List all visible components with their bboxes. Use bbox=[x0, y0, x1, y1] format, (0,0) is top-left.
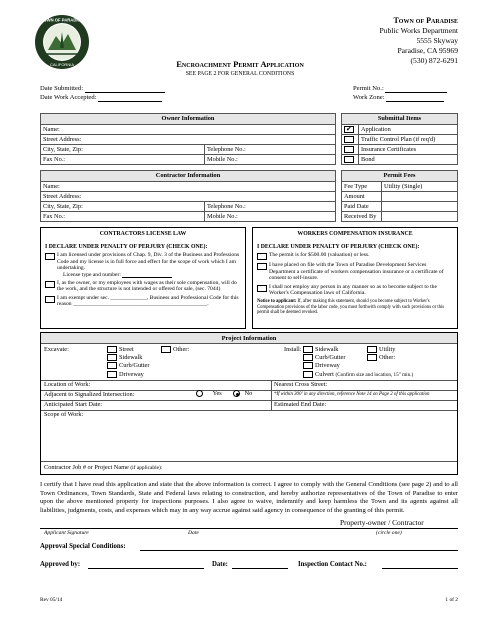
install-option-label: Driveway bbox=[315, 362, 340, 370]
job-number-note: (if applicable): bbox=[130, 465, 163, 471]
date-submitted-label: Date Submitted: bbox=[40, 85, 84, 92]
install-option-label: Culvert bbox=[315, 370, 334, 378]
permit-no-label: Permit No.: bbox=[353, 85, 384, 92]
approval-conditions-label: Approval Special Conditions: bbox=[40, 543, 126, 550]
license-opt3-checkbox[interactable] bbox=[45, 296, 55, 303]
dept-phone: (530) 872-6291 bbox=[410, 56, 458, 65]
certification-text: I certify that I have read this application and state that the above information is correct. I agree to comply with the General Conditions (see page 2) and to all Town Ordinances, Town Standards, State and Federal laws relating to construction, and hereby authorize representatives of the Town of Paradise to enter upon the above mentioned property for inspections purposes. I also agree to waive, indemnify and keep harmless the Town and its agents against all liabilities, judgments, costs, and expenses which may in any way accrue against said agency in consequence of the granting of this permit. bbox=[40, 481, 458, 514]
excavate-other-label: Other: bbox=[173, 346, 190, 353]
license-law-box bbox=[40, 227, 246, 329]
comp-notice bbox=[257, 299, 453, 315]
comp-opt2-text: I have placed on file with the Town of Paradise Development Services Department a certificate of workers compensation insurance or a certificate of consent to self-insure. bbox=[269, 262, 444, 282]
fee-type-label: Fee Type bbox=[342, 182, 382, 192]
adjacent-label: Adjacent to Signalized Intersection: bbox=[44, 391, 135, 398]
comp-notice-text: If, after making this statement, should you become subject to Worker's Compensation provisions of the labor code, you must forthwith comply with such provisions or this permit shall be deemed revoked. bbox=[257, 299, 445, 316]
install-other-checkbox[interactable] bbox=[367, 354, 377, 361]
owner-info-table bbox=[40, 113, 336, 165]
project-info-box bbox=[40, 332, 458, 475]
excavate-option-label: Sidewalk bbox=[119, 354, 143, 362]
install-option-label: Other: bbox=[379, 354, 396, 362]
form-subtitle: SEE PAGE 2 FOR GENERAL CONDITIONS bbox=[185, 71, 295, 77]
date-submitted-row bbox=[40, 85, 165, 93]
contractor-city-field[interactable]: City, State, Zip: bbox=[41, 202, 205, 212]
start-date-field[interactable]: Anticipated Start Date: bbox=[44, 401, 103, 408]
dept-city: Paradise, CA 95969 bbox=[397, 46, 458, 55]
received-by-label: Received By bbox=[342, 212, 382, 222]
install-options bbox=[303, 346, 413, 379]
comp-option-2 bbox=[257, 262, 453, 281]
excavate-curb-checkbox[interactable] bbox=[107, 362, 117, 369]
submittal-traffic-checkbox[interactable] bbox=[344, 136, 354, 143]
scope-of-work-field[interactable]: Scope of Work: bbox=[44, 411, 84, 418]
permit-fees-table bbox=[341, 170, 458, 222]
comp-opt3-checkbox[interactable] bbox=[257, 285, 267, 292]
adjacent-yes-label: Yes bbox=[212, 390, 222, 397]
org-name: Town of Paradise bbox=[393, 16, 458, 25]
owner-fax-field[interactable]: Fax No.: bbox=[41, 155, 205, 165]
submittal-items-table bbox=[341, 113, 458, 165]
license-opt2-text: I, as the owner, or my employees with wages as their sole compensation, will do the work, and the structure is not intended or offered for sale, (sec. 7044) bbox=[57, 279, 237, 293]
license-opt1-checkbox[interactable] bbox=[45, 253, 55, 260]
license-law-heading: CONTRACTORS LICENSE LAW bbox=[99, 231, 187, 237]
work-zone-field[interactable] bbox=[386, 95, 444, 102]
svg-text:TOWN OF PARADISE: TOWN OF PARADISE bbox=[40, 17, 84, 23]
received-by-field[interactable] bbox=[382, 212, 458, 222]
role-label: Property-owner / Contractor bbox=[340, 518, 424, 527]
svg-text:CALIFORNIA: CALIFORNIA bbox=[49, 62, 75, 67]
comp-opt2-checkbox[interactable] bbox=[257, 263, 267, 270]
license-declare: I DECLARE UNDER PENALTY OF PERJURY (CHECK ONE): bbox=[45, 243, 208, 250]
page-number: 1 of 2 bbox=[445, 597, 458, 603]
install-driveway-checkbox[interactable] bbox=[303, 362, 313, 369]
install-option-label: Curb/Gutter bbox=[315, 354, 346, 362]
excavate-option-label: Driveway bbox=[119, 370, 144, 378]
adjacent-no-radio[interactable] bbox=[233, 390, 240, 397]
submittal-heading: Submittal Items bbox=[342, 114, 458, 125]
approval-conditions-field[interactable] bbox=[140, 550, 458, 551]
license-opt1-text: I am licensed under provisions of Chap. 9, Div. 3 of the Business and Professions Code and my license is in full force and effect for the scope of work which I am undertaking. bbox=[57, 252, 240, 272]
contractor-fax-field[interactable]: Fax No.: bbox=[41, 212, 205, 222]
department-header bbox=[379, 16, 458, 66]
install-utility-checkbox[interactable] bbox=[367, 346, 377, 353]
contractor-telephone-field[interactable]: Telephone No.: bbox=[205, 202, 336, 212]
comp-opt3-text: I shall not employ any person in any manner so as to become subject to the Worker's Compensation laws of California. bbox=[269, 283, 437, 296]
submittal-item-label: Traffic Control Plan (if req'd) bbox=[359, 135, 458, 145]
excavate-options bbox=[107, 346, 149, 379]
comp-option-3 bbox=[257, 284, 453, 297]
comp-declare: I DECLARE UNDER PENALTY OF PERJURY (CHECK ONE): bbox=[257, 243, 420, 250]
submittal-item-label: Insurance Certificates bbox=[359, 145, 458, 155]
approved-by-label: Approved by: bbox=[40, 561, 81, 568]
excavate-option-label: Street bbox=[119, 346, 134, 353]
license-number-field[interactable] bbox=[122, 273, 172, 278]
amount-field[interactable] bbox=[382, 192, 458, 202]
install-curb-checkbox[interactable] bbox=[303, 354, 313, 361]
date-accepted-field[interactable] bbox=[98, 95, 162, 102]
excavate-street-checkbox[interactable] bbox=[107, 346, 117, 353]
comp-notice-label: Notice to applicant: bbox=[257, 299, 297, 305]
date-submitted-field[interactable] bbox=[85, 86, 165, 93]
install-label: Install: bbox=[284, 346, 302, 353]
license-option-3 bbox=[45, 295, 241, 308]
submittal-item-label: Bond bbox=[359, 155, 458, 165]
comp-opt1-checkbox[interactable] bbox=[257, 253, 267, 260]
approval-date-label: Date: bbox=[212, 561, 228, 568]
date-accepted-label: Date Work Accepted: bbox=[40, 94, 97, 101]
dept-address: 5555 Skyway bbox=[416, 36, 458, 45]
install-extra-options bbox=[367, 346, 395, 362]
excavate-label: Excavate: bbox=[44, 346, 69, 353]
approval-date-field[interactable] bbox=[232, 568, 288, 569]
owner-info-heading: Owner Information bbox=[41, 114, 336, 125]
owner-city-field[interactable]: City, State, Zip: bbox=[41, 145, 205, 155]
owner-telephone-field[interactable]: Telephone No.: bbox=[205, 145, 336, 155]
license-opt3-text: I am exempt under sec. _____________, Business and Professional Code for this reason ________________________________________________. bbox=[57, 294, 239, 308]
workers-comp-box bbox=[252, 227, 458, 329]
approved-by-field[interactable] bbox=[88, 568, 204, 569]
project-info-heading: Project Information bbox=[41, 333, 457, 344]
owner-street-field[interactable]: Street Address: bbox=[41, 135, 336, 145]
excavate-driveway-checkbox[interactable] bbox=[107, 371, 117, 378]
submittal-bond-checkbox[interactable] bbox=[344, 156, 354, 163]
permit-fees-heading: Permit Fees bbox=[342, 171, 458, 182]
submittal-application-checkbox[interactable] bbox=[344, 126, 354, 133]
install-option-label: Utility bbox=[379, 346, 396, 353]
end-date-field[interactable]: Estimated End Date: bbox=[274, 401, 327, 408]
job-number-label: Contractor Job # or Project Name bbox=[44, 464, 129, 471]
adjacent-yes-radio[interactable] bbox=[196, 390, 203, 397]
work-zone-row bbox=[353, 94, 444, 102]
work-zone-label: Work Zone: bbox=[353, 94, 385, 101]
dept-name: Public Works Department bbox=[379, 26, 458, 35]
install-culvert-checkbox[interactable] bbox=[303, 371, 313, 378]
approval-conditions-row bbox=[40, 543, 126, 551]
excavate-other-row bbox=[161, 346, 189, 353]
culvert-note: (Confirm size and location, 15" min.) bbox=[335, 371, 414, 378]
contractor-street-field[interactable]: Street Address: bbox=[41, 192, 336, 202]
paid-date-label: Paid Date bbox=[342, 202, 382, 212]
contractor-info-heading: Contractor Information bbox=[41, 171, 336, 182]
form-title: Encroachment Permit Application bbox=[176, 59, 304, 69]
contractor-mobile-field[interactable]: Mobile No.: bbox=[205, 212, 336, 222]
adjacent-no-label: No bbox=[244, 390, 253, 397]
signature-date-label: Date bbox=[188, 530, 199, 536]
paid-date-field[interactable] bbox=[382, 202, 458, 212]
excavate-sidewalk-checkbox[interactable] bbox=[107, 354, 117, 361]
date-accepted-row bbox=[40, 94, 162, 102]
license-option-2 bbox=[45, 280, 241, 293]
comp-option-1 bbox=[257, 252, 453, 260]
license-opt1-sub: License type and number: bbox=[63, 271, 121, 278]
cross-street-field[interactable]: Nearest Cross Street: bbox=[274, 381, 328, 388]
owner-name-field[interactable]: Name: bbox=[41, 125, 336, 135]
circle-one-label: (circle one) bbox=[376, 530, 402, 536]
workers-comp-heading: WORKERS COMPENSATION INSURANCE bbox=[297, 231, 413, 237]
location-of-work-field[interactable]: Location of Work: bbox=[44, 381, 91, 388]
install-option-label: Sidewalk bbox=[315, 346, 339, 353]
amount-label: Amount bbox=[342, 192, 382, 202]
fee-type-value[interactable]: Utility (Single) bbox=[382, 182, 458, 192]
revision-label: Rev 05/14 bbox=[40, 597, 63, 603]
owner-mobile-field[interactable]: Mobile No.: bbox=[205, 155, 336, 165]
submittal-insurance-checkbox[interactable] bbox=[344, 146, 354, 153]
job-number-row[interactable] bbox=[44, 464, 162, 471]
adjacent-note: *If within 300' in any direction, reference Note 14 on Page 2 of this application bbox=[274, 392, 430, 397]
license-opt2-checkbox[interactable] bbox=[45, 281, 55, 288]
install-sidewalk-checkbox[interactable] bbox=[303, 346, 313, 353]
license-option-1 bbox=[45, 252, 241, 278]
submittal-item-label: Application bbox=[359, 125, 458, 135]
excavate-other-checkbox[interactable] bbox=[161, 346, 171, 353]
applicant-signature-label: Applicant Signature bbox=[44, 530, 89, 536]
adjacent-yes-option bbox=[196, 390, 222, 397]
permit-no-field[interactable] bbox=[385, 86, 447, 93]
signature-line[interactable] bbox=[40, 528, 458, 529]
contractor-name-field[interactable]: Name: bbox=[41, 182, 336, 192]
permit-no-row bbox=[353, 85, 447, 93]
excavate-option-label: Curb/Gutter bbox=[119, 362, 150, 370]
comp-opt1-text: The permit is for $500.00 (valuation) or less. bbox=[269, 252, 370, 259]
adjacent-no-option bbox=[233, 390, 252, 397]
inspection-contact-label: Inspection Contact No.: bbox=[298, 561, 367, 568]
contractor-info-table bbox=[40, 170, 336, 222]
inspection-contact-field[interactable] bbox=[382, 568, 458, 569]
